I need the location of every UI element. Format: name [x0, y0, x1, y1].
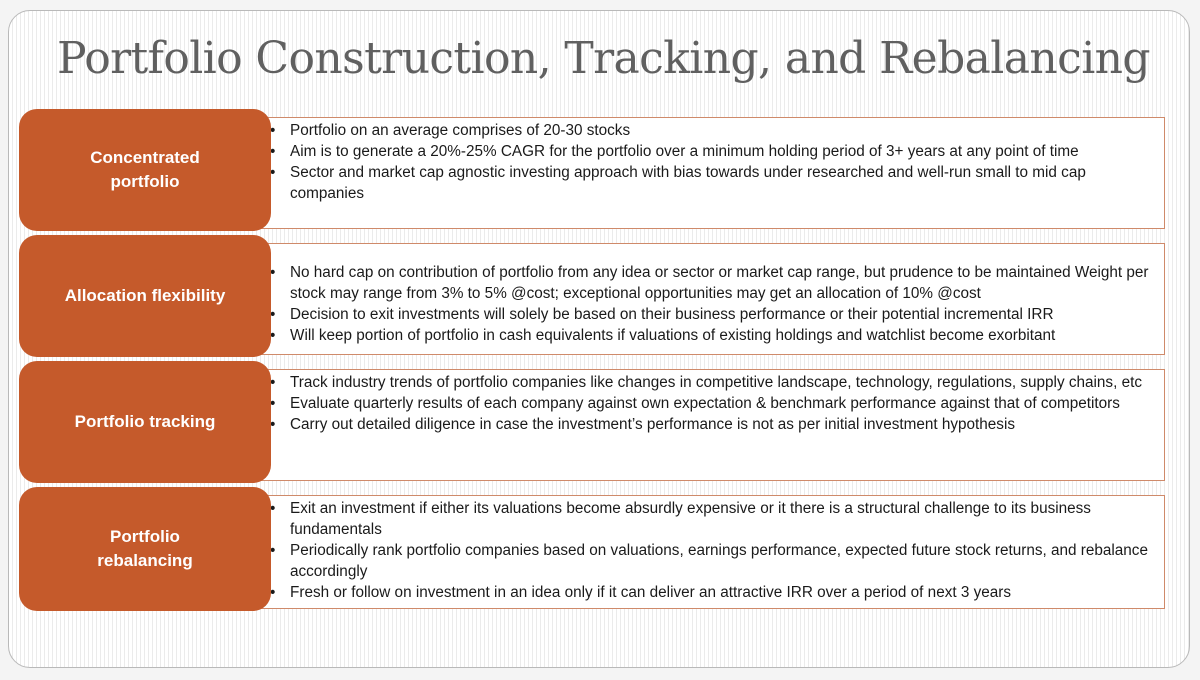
section-label-box: [19, 109, 271, 231]
section-label: Portfolio tracking: [74, 412, 216, 431]
bullet-item: • Periodically rank portfolio companies based on valuations, earnings performance, expected future stock returns, and rebalance accordingly: [290, 540, 1154, 582]
section-portfolio-rebalancing: [19, 487, 1165, 611]
bullet-item: • Carry out detailed diligence in case the investment’s performance is not as per initial investment hypothesis: [290, 414, 1154, 435]
bullet-list: [290, 262, 1154, 346]
bullet-item: • Will keep portion of portfolio in cash equivalents if valuations of existing holdings and watchlist become exorbitant: [290, 325, 1154, 346]
bullet-item: • Decision to exit investments will solely be based on their business performance or their potential incremental IRR: [290, 304, 1154, 325]
section-portfolio-tracking: [19, 361, 1165, 483]
bullet-item: • Sector and market cap agnostic investing approach with bias towards under researched and well-run small to mid cap companies: [290, 162, 1154, 204]
bullet-list: [290, 372, 1154, 435]
slide: [8, 10, 1190, 668]
section-label-box: [19, 361, 271, 483]
section-content-box: [255, 243, 1165, 355]
section-label: Concentrated portfolio: [90, 148, 200, 191]
section-content-box: [255, 369, 1165, 481]
bullet-item: • Portfolio on an average comprises of 20-30 stocks: [290, 120, 1154, 141]
section-label-box: [19, 235, 271, 357]
bullet-item: • Evaluate quarterly results of each company against own expectation & benchmark performance against that of competitors: [290, 393, 1154, 414]
slide-title: Portfolio Construction, Tracking, and Rebalancing: [57, 33, 1150, 84]
bullet-item: • Aim is to generate a 20%-25% CAGR for the portfolio over a minimum holding period of 3+ years at any point of time: [290, 141, 1154, 162]
section-label-box: [19, 487, 271, 611]
bullet-item: • Fresh or follow on investment in an idea only if it can deliver an attractive IRR over a period of next 3 years: [290, 582, 1154, 603]
bullet-item: • Track industry trends of portfolio companies like changes in competitive landscape, technology, regulations, supply chains, etc: [290, 372, 1154, 393]
bullet-list: [290, 498, 1154, 603]
section-label: Portfolio rebalancing: [97, 527, 193, 570]
section-label: Allocation flexibility: [64, 286, 226, 305]
bullet-item: • No hard cap on contribution of portfolio from any idea or sector or market cap range, but prudence to be maintained Weight per stock may range from 3% to 5% @cost; exceptional opportunities may get an allocation of 10% @cost: [290, 262, 1154, 304]
section-allocation-flexibility: [19, 235, 1165, 357]
bullet-item: • Exit an investment if either its valuations become absurdly expensive or it there is a structural challenge to its business fundamentals: [290, 498, 1154, 540]
section-concentrated-portfolio: [19, 109, 1165, 231]
section-content-box: [255, 117, 1165, 229]
section-content-box: [255, 495, 1165, 609]
bullet-list: [290, 120, 1154, 204]
